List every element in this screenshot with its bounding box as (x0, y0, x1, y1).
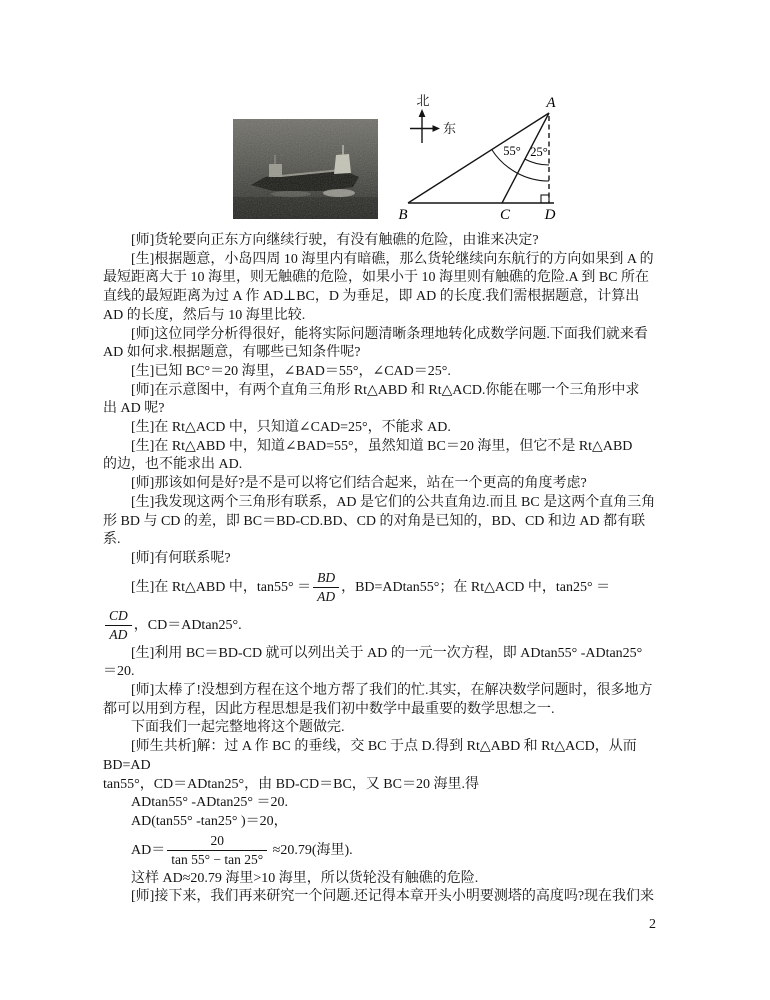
dialog-line-18 (103, 550, 730, 569)
text-run: [生]在 Rt△ABD 中，tan55° ＝ (131, 579, 312, 595)
dialog-line-14 (103, 475, 730, 494)
ship-photo (233, 119, 378, 219)
text-run: [师]这位同学分析得很好，能将实际问题清晰条理地转化成数学问题.下面我们就来看 (131, 326, 648, 342)
dialog-line-13 (103, 456, 730, 475)
text-run: [师生共析]解：过 A 作 BC 的垂线，交 BC 于点 D.得到 Rt△ABD 和 Rt△ACD，从而 (131, 739, 637, 755)
dialog-line-19 (103, 569, 730, 607)
dialog-line-20 (103, 607, 730, 645)
text-run: [师]货轮要向正东方向继续行驶，有没有触礁的危险，由谁来决定? (131, 233, 539, 248)
dialog-line-22 (103, 663, 730, 682)
dialog-line-27 (103, 757, 730, 776)
dialog-line-1 (103, 232, 730, 251)
dialog-line-6 (103, 326, 730, 345)
compass-icon (410, 93, 456, 143)
dialog-line-9 (103, 382, 730, 401)
dialog-line-16 (103, 513, 730, 532)
triangle-diagram (390, 85, 670, 225)
dialog-line-30 (103, 813, 730, 832)
dialog-line-25 (103, 719, 730, 738)
dialog-line-3 (103, 269, 730, 288)
text-run: [生]在 Rt△ABD 中，知道∠BAD=55°，虽然知道 BC＝20 海里，但它不是 Rt△ABD (131, 438, 633, 454)
text-run: [生]我发现这两个三角形有联系，AD 是它们的公共直角边.而且 BC 是这两个直角三角 (131, 494, 656, 510)
compass-north-label: 北 (416, 93, 430, 108)
figure-block (0, 0, 770, 232)
dialog-line-11 (103, 419, 730, 438)
text-run: 出 AD 呢? (103, 401, 165, 417)
dialog-line-10 (103, 400, 730, 419)
dialog-line-33 (103, 888, 730, 907)
text-run: ＝20. (103, 664, 135, 680)
text-run: 都可以用到方程，因此方程思想是我们初中数学中最重要的数学思想之一. (103, 701, 555, 717)
text-run: 形 BD 与 CD 的差，即 BC＝BD-CD.BD、CD 的对角是已知的，BD、CD 和边 AD 都有联 (103, 513, 646, 529)
angle-label-25: 25° (530, 145, 548, 159)
text-run: 直线的最短距离为过 A 作 AD⊥BC，D 为垂足，即 AD 的长度.我们需根据题意，计算出 (103, 289, 640, 305)
text-run: 这样 AD≈20.79 海里>10 海里，所以货轮没有触礁的危险. (131, 870, 479, 886)
text-run: [师]太棒了!没想到方程在这个地方帮了我们的忙.其实，在解决数学问题时，很多地方 (131, 683, 653, 699)
compass-east-label: 东 (443, 121, 457, 136)
dialog-line-7 (103, 344, 730, 363)
text-run: 的边，也不能求出 AD. (103, 457, 243, 473)
text-run: ≈20.79(海里). (269, 842, 353, 858)
text-run: tan55°，CD＝ADtan25°，由 BD-CD＝BC，又 BC＝20 海里.得 (103, 776, 479, 792)
vertex-label-c: C (499, 207, 511, 223)
dialog-line-31 (103, 832, 730, 870)
text-run: 最短距离大于 10 海里，则无触礁的危险，如果小于 10 海里则有触礁的危险.A 到 BC 所在 (103, 270, 650, 286)
fraction: $\frac{20}{\tan 55^\circ - \tan 25^\circ}$ (167, 833, 267, 868)
dialog-line-2 (103, 251, 730, 270)
text-run: ，CD＝ADtan25°. (133, 617, 242, 633)
text-run: 系. (103, 532, 121, 548)
dialog-line-26 (103, 738, 730, 757)
dialog-line-8 (103, 363, 730, 382)
dialog-line-17 (103, 531, 730, 550)
text-run: ，BD=ADtan55°；在 Rt△ACD 中，tan25° ＝ (341, 579, 611, 595)
angle-arc-25 (525, 159, 549, 165)
text-run: ADtan55° -ADtan25° ＝20. (131, 795, 289, 811)
right-angle-mark (541, 195, 549, 203)
dialog-lines (103, 232, 730, 907)
text-run: [生]利用 BC＝BD-CD 就可以列出关于 AD 的一元一次方程，即 ADtan55° -ADtan25° (131, 645, 643, 661)
angle-label-55: 55° (503, 144, 521, 158)
text-run: AD＝ (131, 842, 166, 858)
dialog-line-23 (103, 682, 730, 701)
dialog-line-15 (103, 494, 730, 513)
dialog-line-21 (103, 645, 730, 664)
text-run: AD 的长度，然后与 10 海里比较. (103, 307, 306, 323)
side-BA (408, 113, 549, 203)
vertex-label-a: A (546, 95, 556, 111)
text-run: BD=AD (103, 757, 151, 773)
text-run: [师]接下来，我们再来研究一个问题.还记得本章开头小明要测塔的高度吗?现在我们来 (131, 889, 655, 905)
text-run: [生]在 Rt△ACD 中，只知道∠CAD=25°，不能求 AD. (131, 420, 451, 436)
text-run: [生]根据题意，小岛四周 10 海里内有暗礁，那么货轮继续向东航行的方向如果到 A 的 (131, 251, 654, 267)
fraction: $\frac{BD}{AD}$ (313, 570, 339, 605)
fraction: $\frac{CD}{AD}$ (105, 608, 132, 643)
dialog-line-32 (103, 870, 730, 889)
page-number: 2 (649, 917, 656, 932)
dialog-line-5 (103, 307, 730, 326)
dialog-line-29 (103, 794, 730, 813)
text-run: AD(tan55° -tan25° )＝20， (131, 813, 288, 829)
text-run: [生]已知 BC°＝20 海里，∠BAD＝55°，∠CAD＝25°. (131, 363, 451, 379)
vertex-label-d: D (544, 207, 556, 223)
dialog-line-12 (103, 438, 730, 457)
text-run: 下面我们一起完整地将这个题做完. (131, 720, 345, 736)
text-run: [师]在示意图中，有两个直角三角形 Rt△ABD 和 Rt△ACD.你能在哪一个三角形中求 (131, 382, 640, 398)
text-run: AD 如何求.根据题意，有哪些已知条件呢? (103, 345, 361, 361)
text-run: [师]有何联系呢? (131, 550, 231, 566)
dialog-line-28 (103, 776, 730, 795)
dialog-line-24 (103, 701, 730, 720)
dialog-line-4 (103, 288, 730, 307)
vertex-label-b: B (398, 207, 408, 223)
text-run: [师]那该如何是好?是不是可以将它们结合起来，站在一个更高的角度考虑? (131, 476, 587, 492)
